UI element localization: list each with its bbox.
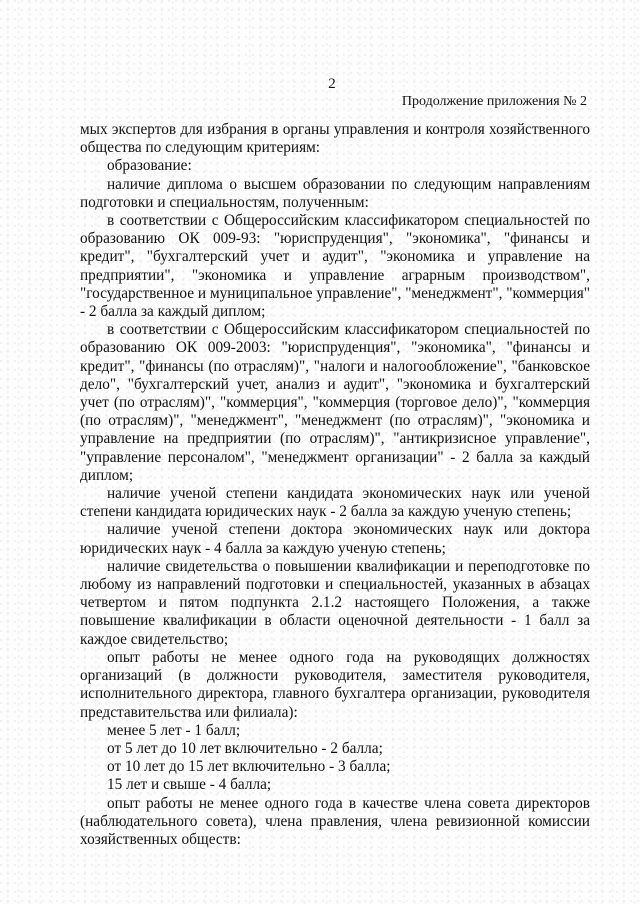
- list-item-10-to-15-years: от 10 лет до 15 лет включительно - 3 балла;: [107, 758, 391, 776]
- continuation-header: Продолжение приложения № 2: [401, 94, 587, 109]
- paragraph-doctor-degree: наличие ученой степени доктора экономических наук или доктора юридических наук - 4 балла за каждую ученую степень;: [80, 521, 590, 557]
- list-item-15-plus-years: 15 лет и свыше - 4 балла;: [107, 776, 272, 794]
- paragraph-diploma-requirement: наличие диплома о высшем образовании по следующим направлениям подготовки и специальностям, полученным:: [80, 175, 590, 211]
- paragraph-ok-009-2003: в соответствии с Общероссийским классификатором специальностей по образованию ОК 009-2003: "юриспруденция", "экономика", "финансы и кредит", "финансы (по отраслям)", "налоги и налогообложение", "банковское дело", "бухгалтерский учет, анализ и аудит", "экономика и бухгалтерский учет (по отраслям)", "коммерция", "коммерция (торговое дело)", "коммерция (по отраслям)", "менеджмент", "менеджмент (по отраслям)", "экономика и управление на предприятии (по отраслям)", "антикризисное управление", "управление персоналом", "менеджмент организации" - 2 балла за каждый диплом;: [80, 321, 590, 484]
- paragraph-candidate-degree: наличие ученой степени кандидата экономических наук или ученой степени кандидата юридических наук - 2 балла за каждую ученую степень;: [80, 485, 590, 521]
- list-item-5-to-10-years: от 5 лет до 10 лет включительно - 2 балла;: [107, 739, 383, 757]
- document-body: [80, 121, 590, 849]
- paragraph-education-heading: образование:: [107, 157, 192, 175]
- paragraph-qualification-certificate: наличие свидетельства о повышении квалификации и переподготовке по любому из направлений подготовки и специальностей, указанных в абзацах четвертом и пятом подпункта 2.1.2 настоящего Положения, а также повышение квалификации в области оценочной деятельности - 1 балл за каждое свидетельство;: [80, 557, 590, 648]
- page-number: 2: [328, 76, 336, 92]
- list-item-under-5-years: менее 5 лет - 1 балл;: [107, 721, 241, 739]
- paragraph-management-experience: опыт работы не менее одного года на руководящих должностях организаций (в должности руководителя, заместителя руководителя, исполнительного директора, главного бухгалтера организации, руководителя представительства или филиала):: [80, 648, 590, 721]
- paragraph-continued-text: мых экспертов для избрания в органы управления и контроля хозяйственного общества по следующим критериям:: [80, 121, 590, 157]
- paragraph-ok-009-93: в соответствии с Общероссийским классификатором специальностей по образованию ОК 009-93: "юриспруденция", "экономика", "финансы и кредит", "бухгалтерский учет и аудит", "экономика и управление на предприятии", "экономика и управление аграрным производством", "государственное и муниципальное управление", "менеджмент", "коммерция" - 2 балла за каждый диплом;: [80, 212, 590, 321]
- paragraph-board-experience: опыт работы не менее одного года в качестве члена совета директоров (наблюдательного совета), члена правления, члена ревизионной комиссии хозяйственных обществ:: [80, 794, 590, 848]
